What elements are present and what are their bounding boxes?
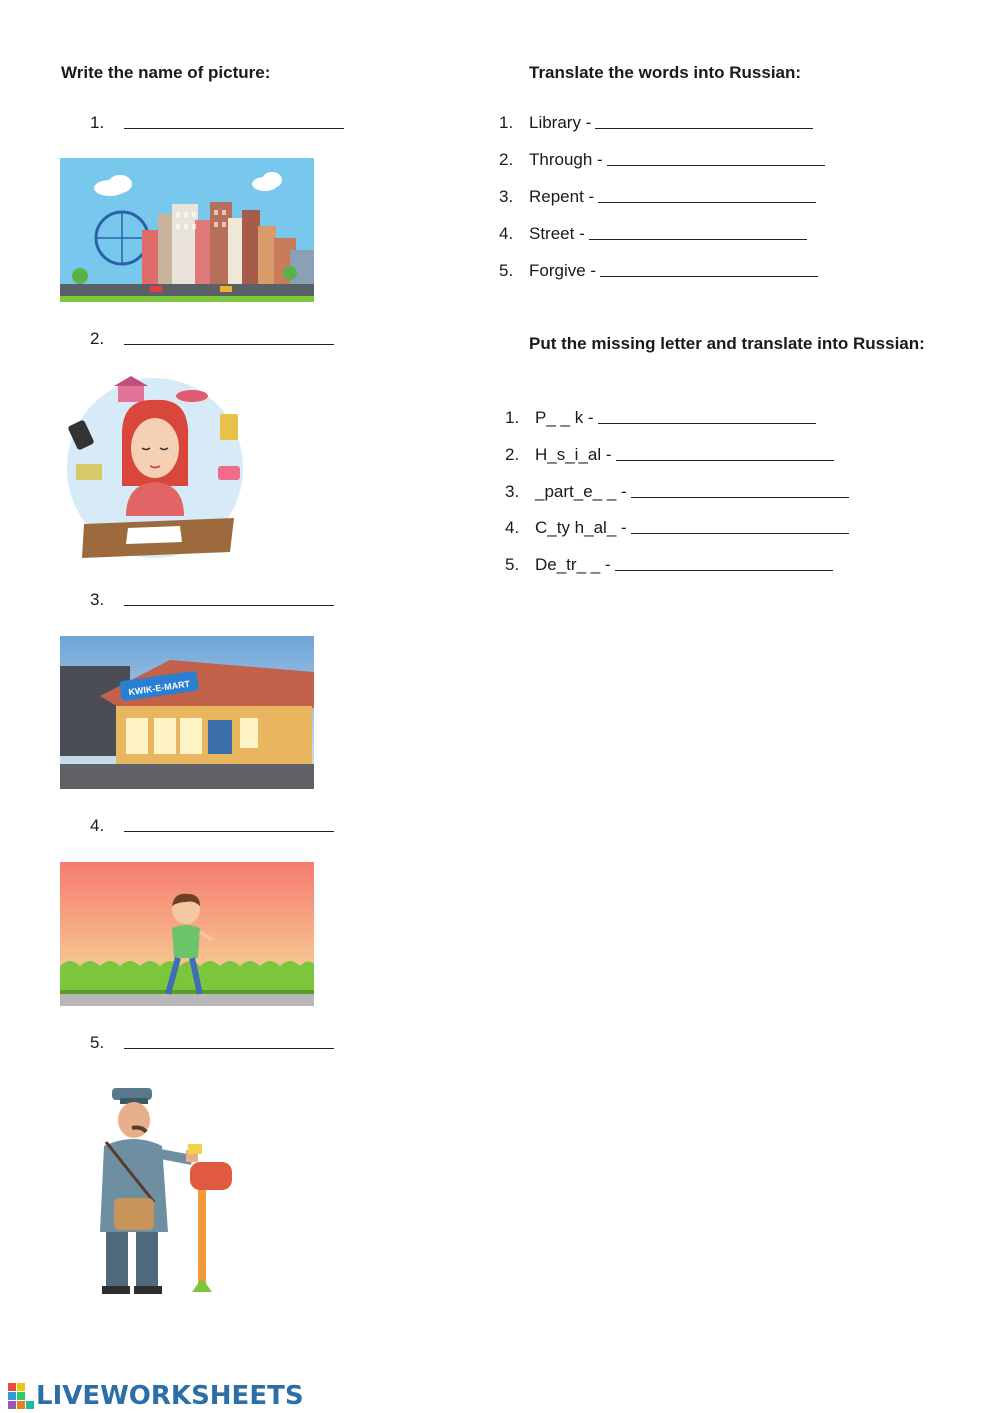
translate-blank-2[interactable] [607,151,825,166]
missing-word: C_ty h_al_ - [535,518,627,537]
missing-blank-2[interactable] [616,446,834,461]
item-number: 2. [90,329,105,348]
answer-blank-3[interactable] [124,591,334,606]
missing-blank-1[interactable] [598,409,816,424]
missing-blank-4[interactable] [631,519,849,534]
item-number: 2. [499,150,514,169]
missing-item-2 [505,445,834,465]
translate-word: Through - [529,150,603,169]
item-number: 1. [505,408,520,427]
translate-word: Forgive - [529,261,597,280]
missing-blank-5[interactable] [615,556,833,571]
translate-item-2 [499,150,825,170]
translate-item-1 [499,113,813,133]
item-number: 1. [499,113,514,132]
item-number: 4. [499,224,514,243]
translate-word: Street - [529,224,585,243]
missing-letter-section-heading: Put the missing letter and translate into Russian: [529,334,925,353]
translate-section-heading: Translate the words into Russian: [529,63,802,82]
missing-word: H_s_i_al - [535,445,612,464]
logo-text: LIVEWORKSHEETS [36,1381,304,1411]
store-sign-text: KWIK-E-MART [127,678,191,698]
answer-blank-5[interactable] [124,1034,334,1049]
translate-blank-5[interactable] [600,262,818,277]
picture-item-5 [90,1033,334,1053]
translate-blank-3[interactable] [598,188,816,203]
boy-walking-picture [60,862,314,1006]
item-number: 3. [90,590,105,609]
answer-blank-2[interactable] [124,330,334,345]
item-number: 4. [505,518,520,537]
translate-blank-1[interactable] [595,114,813,129]
translate-blank-4[interactable] [589,225,807,240]
picture-item-1 [90,113,344,133]
missing-word: P_ _ k - [535,408,594,427]
translate-item-3 [499,187,816,207]
convenience-store-picture [60,636,314,789]
picture-item-2 [90,329,334,349]
answer-blank-4[interactable] [124,817,334,832]
missing-item-3 [505,482,849,502]
city-skyline-picture [60,158,314,302]
answer-blank-1[interactable] [124,114,344,129]
item-number: 1. [90,113,105,132]
picture-item-4 [90,816,334,836]
item-number: 5. [90,1033,105,1052]
picture-item-3 [90,590,334,610]
missing-word: De_tr_ _ - [535,555,611,574]
girl-dreaming-picture [64,376,246,562]
translate-word: Repent - [529,187,595,206]
item-number: 2. [505,445,520,464]
item-number: 5. [499,261,514,280]
translate-word: Library - [529,113,592,132]
missing-item-5 [505,555,833,575]
item-number: 3. [505,482,520,501]
translate-item-4 [499,224,807,244]
logo-blocks-icon [8,1383,34,1409]
missing-item-4 [505,518,849,538]
item-number: 3. [499,187,514,206]
translate-item-5 [499,261,818,281]
liveworksheets-logo[interactable] [8,1381,304,1411]
missing-word: _part_e_ _ - [535,482,627,501]
picture-section-heading: Write the name of picture: [61,63,271,82]
item-number: 5. [505,555,520,574]
missing-blank-3[interactable] [631,483,849,498]
missing-item-1 [505,408,816,428]
postman-mailbox-picture [84,1082,240,1298]
item-number: 4. [90,816,105,835]
